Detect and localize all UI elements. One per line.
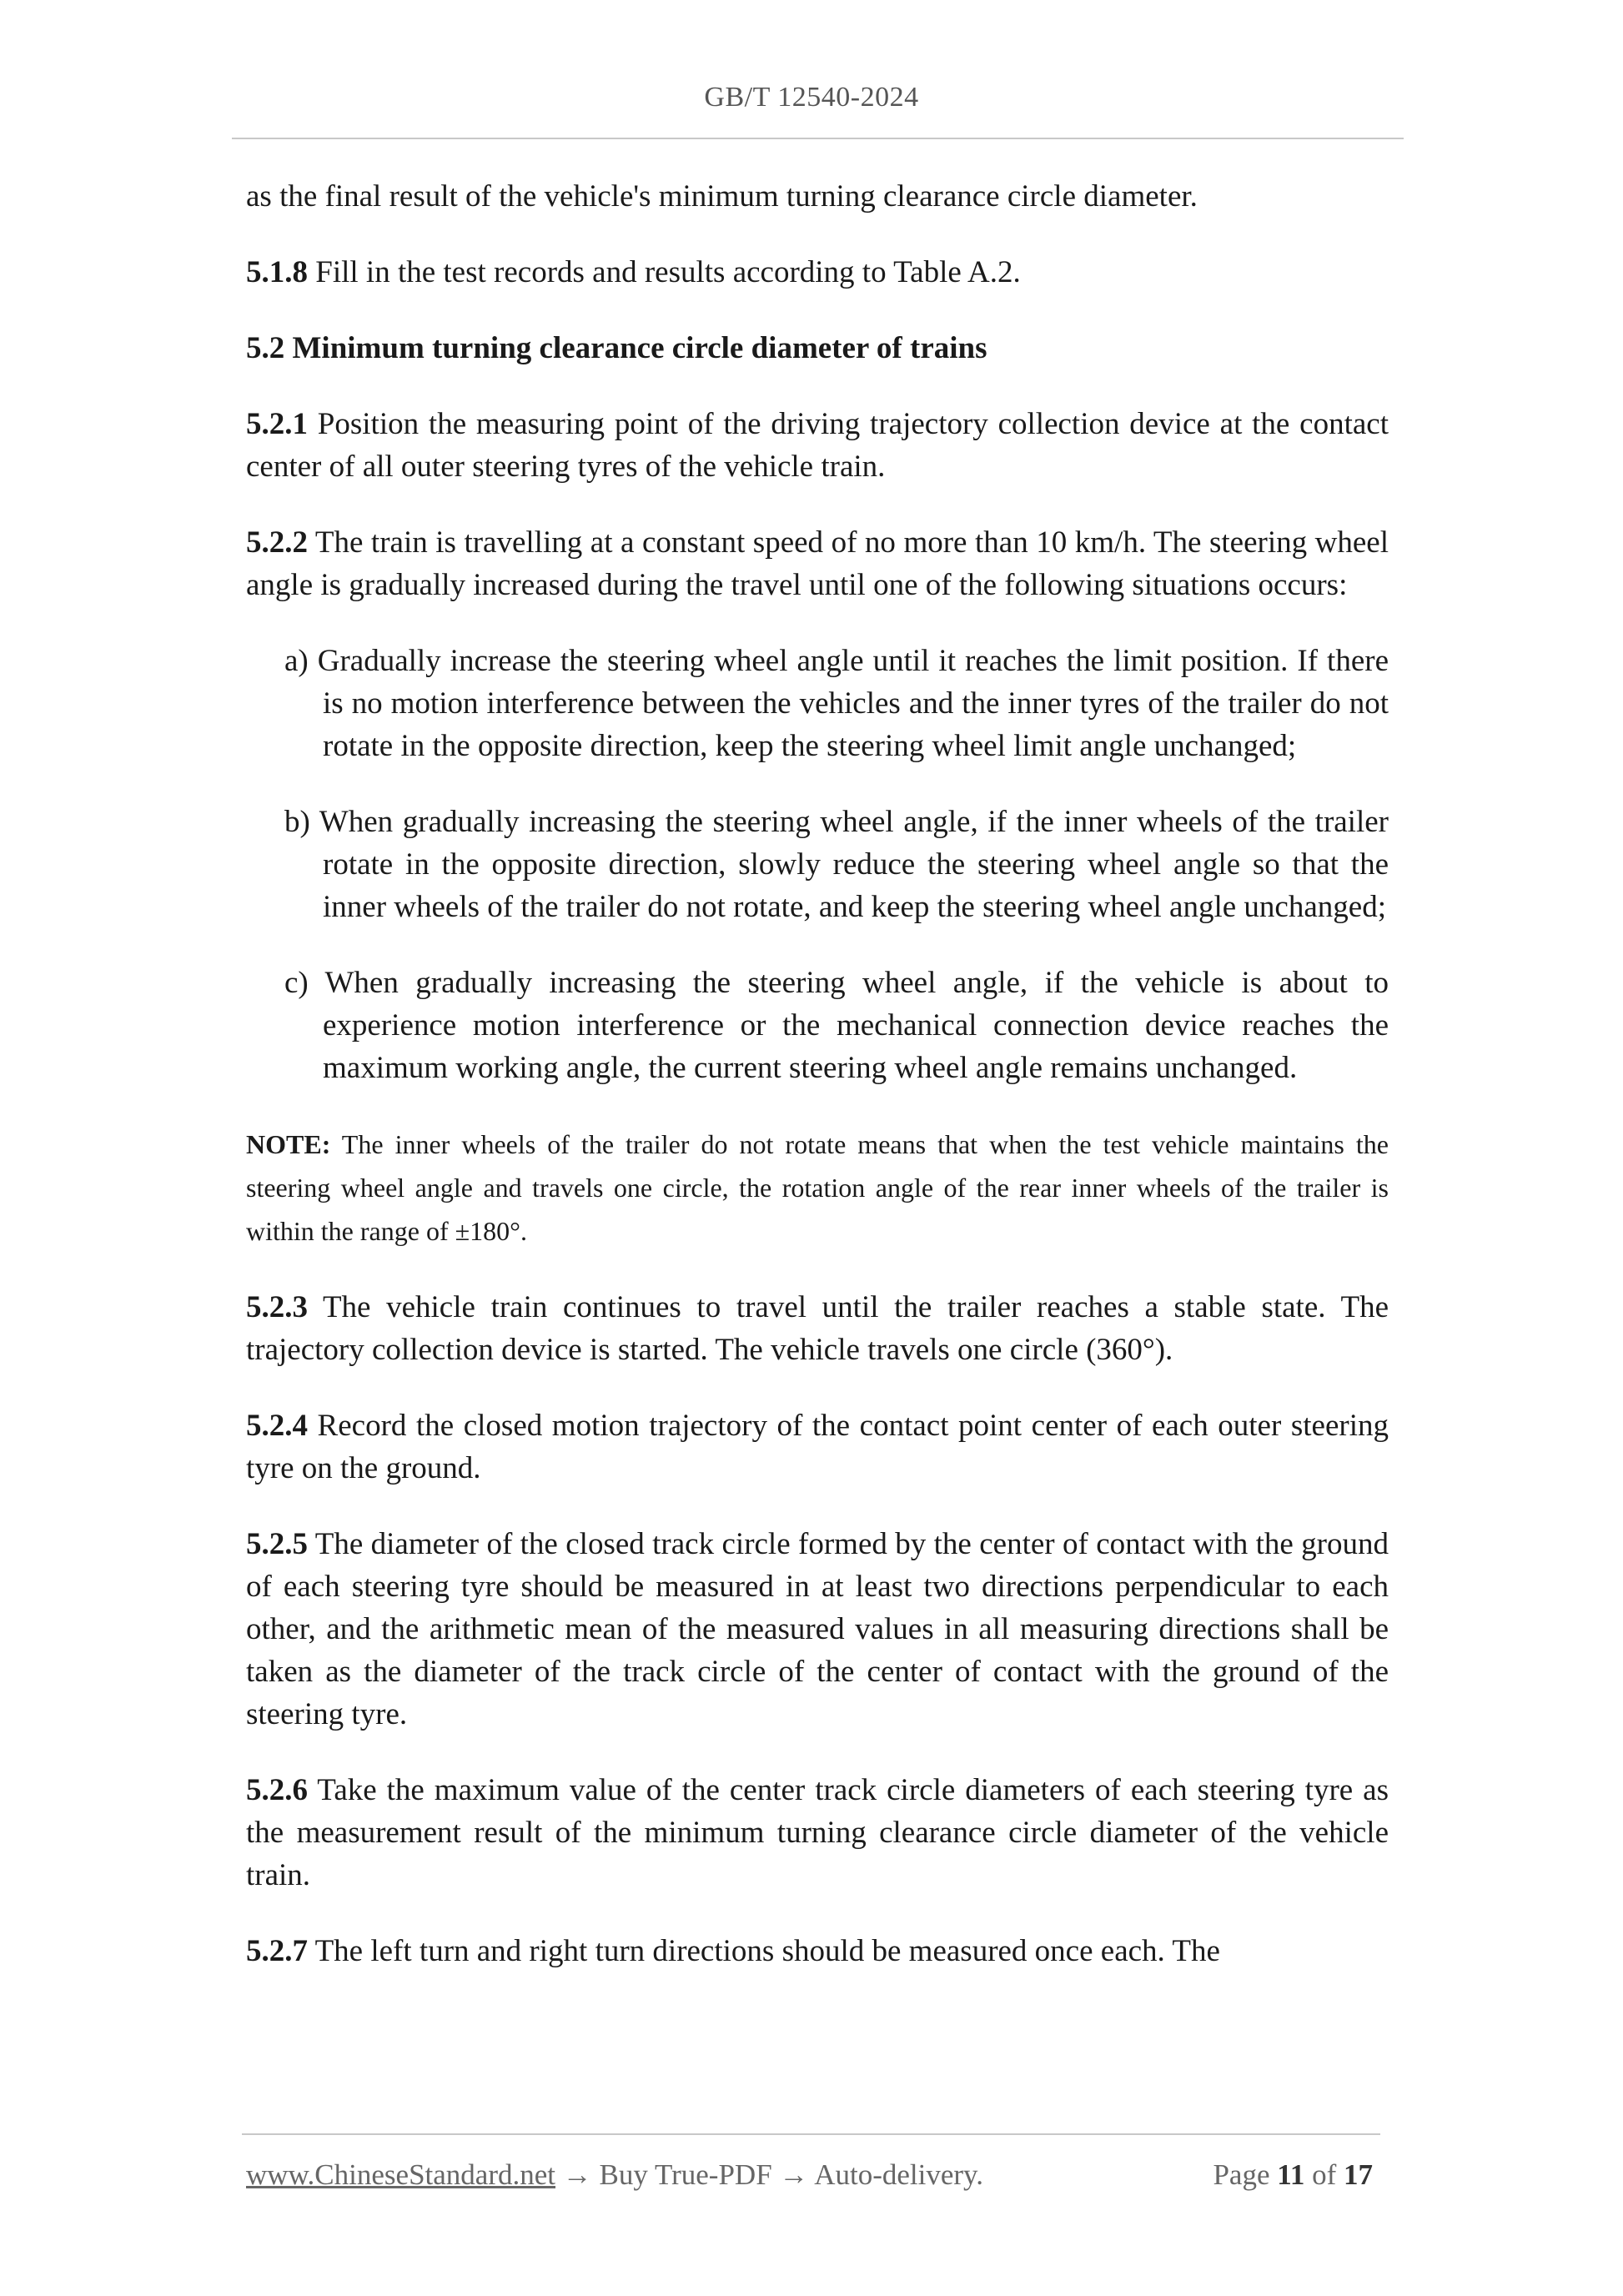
clause-number: 5.2.2 — [246, 525, 308, 560]
clause-5-1-8 — [246, 251, 1389, 294]
page-number: 11 — [1277, 2158, 1305, 2191]
clause-text: The diameter of the closed track circle formed by the center of contact with the ground of each steering tyre should be measured in at least two directions perpendicular to each other, and the arithmetic mean of the measured values in all measuring directions shall be taken as the diameter of the track circle of the center of contact with the ground of the steering tyre. — [246, 1527, 1389, 1731]
clause-text: Position the measuring point of the driving trajectory collection device at the contact center of all outer steering tyres of the vehicle train. — [246, 407, 1389, 484]
page-total: 17 — [1344, 2158, 1373, 2191]
clause-number: 5.1.8 — [246, 255, 308, 289]
promo-text: → Buy True-PDF → Auto-delivery. — [555, 2158, 984, 2191]
clause-number: 5.2.4 — [246, 1409, 308, 1443]
clause-text: Record the closed motion trajectory of the contact point center of each outer steering tyre on the ground. — [246, 1409, 1389, 1485]
list-item-c: c) When gradually increasing the steering wheel angle, if the vehicle is about to experience motion interference or the mechanical connection device reaches the maximum working angle, the current steering wheel angle remains unchanged. — [284, 966, 1389, 1085]
page-indicator — [1213, 2158, 1373, 2192]
list-item-a: a) Gradually increase the steering wheel angle until it reaches the limit position. If there is no motion interference between the vehicles and the inner tyres of the trailer do not rotate in the opposite direction, keep the steering wheel limit angle unchanged; — [284, 644, 1389, 763]
clause-5-2-4 — [246, 1404, 1389, 1490]
footer-divider — [242, 2133, 1380, 2135]
clause-text: The vehicle train continues to travel until the trailer reaches a stable state. The trajectory collection device is started. The vehicle travels one circle (360°). — [246, 1290, 1389, 1367]
clause-text: The train is travelling at a constant speed of no more than 10 km/h. The steering wheel angle is gradually increased during the travel until one of the following situations occurs: — [246, 525, 1389, 602]
clause-5-2-2 — [246, 521, 1389, 606]
document-header: GB/T 12540-2024 — [704, 82, 919, 113]
paragraph-continuation: as the final result of the vehicle's minimum turning clearance circle diameter. — [246, 179, 1198, 214]
clause-number: 5.2.1 — [246, 407, 308, 441]
clause-number: 5.2.3 — [246, 1290, 308, 1324]
website-link[interactable]: www.ChineseStandard.net — [246, 2158, 555, 2191]
footer-promo — [246, 2158, 983, 2192]
header-divider — [232, 138, 1404, 139]
note-text: The inner wheels of the trailer do not rotate means that when the test vehicle maintains the steering wheel angle and travels one circle, the rotation angle of the rear inner wheels of the trailer is within the range of ±180°. — [246, 1129, 1389, 1246]
page-label: Page — [1213, 2158, 1270, 2191]
clause-text: Take the maximum value of the center track circle diameters of each steering tyre as the measurement result of the minimum turning clearance circle diameter of the vehicle train. — [246, 1773, 1389, 1892]
section-heading: 5.2 Minimum turning clearance circle diameter of trains — [246, 331, 987, 365]
clause-text: The left turn and right turn directions should be measured once each. The — [308, 1934, 1220, 1968]
note — [246, 1123, 1389, 1253]
clause-number: 5.2.7 — [246, 1934, 308, 1968]
clause-5-2-5 — [246, 1523, 1389, 1736]
of-label: of — [1312, 2158, 1337, 2191]
clause-5-2-1 — [246, 403, 1389, 488]
note-label: NOTE: — [246, 1129, 331, 1159]
clause-number: 5.2.5 — [246, 1527, 308, 1561]
clause-5-2-6 — [246, 1769, 1389, 1897]
clause-5-2-3 — [246, 1286, 1389, 1371]
clause-number: 5.2.6 — [246, 1773, 308, 1807]
document-body — [246, 175, 1389, 2006]
list-item-b: b) When gradually increasing the steering wheel angle, if the inner wheels of the trailer rotate in the opposite direction, slowly reduce the steering wheel angle so that the inner wheels of the trailer do not rotate, and keep the steering wheel angle unchanged; — [284, 805, 1389, 924]
clause-text: Fill in the test records and results according to Table A.2. — [308, 255, 1021, 289]
clause-5-2-7 — [246, 1930, 1389, 1972]
